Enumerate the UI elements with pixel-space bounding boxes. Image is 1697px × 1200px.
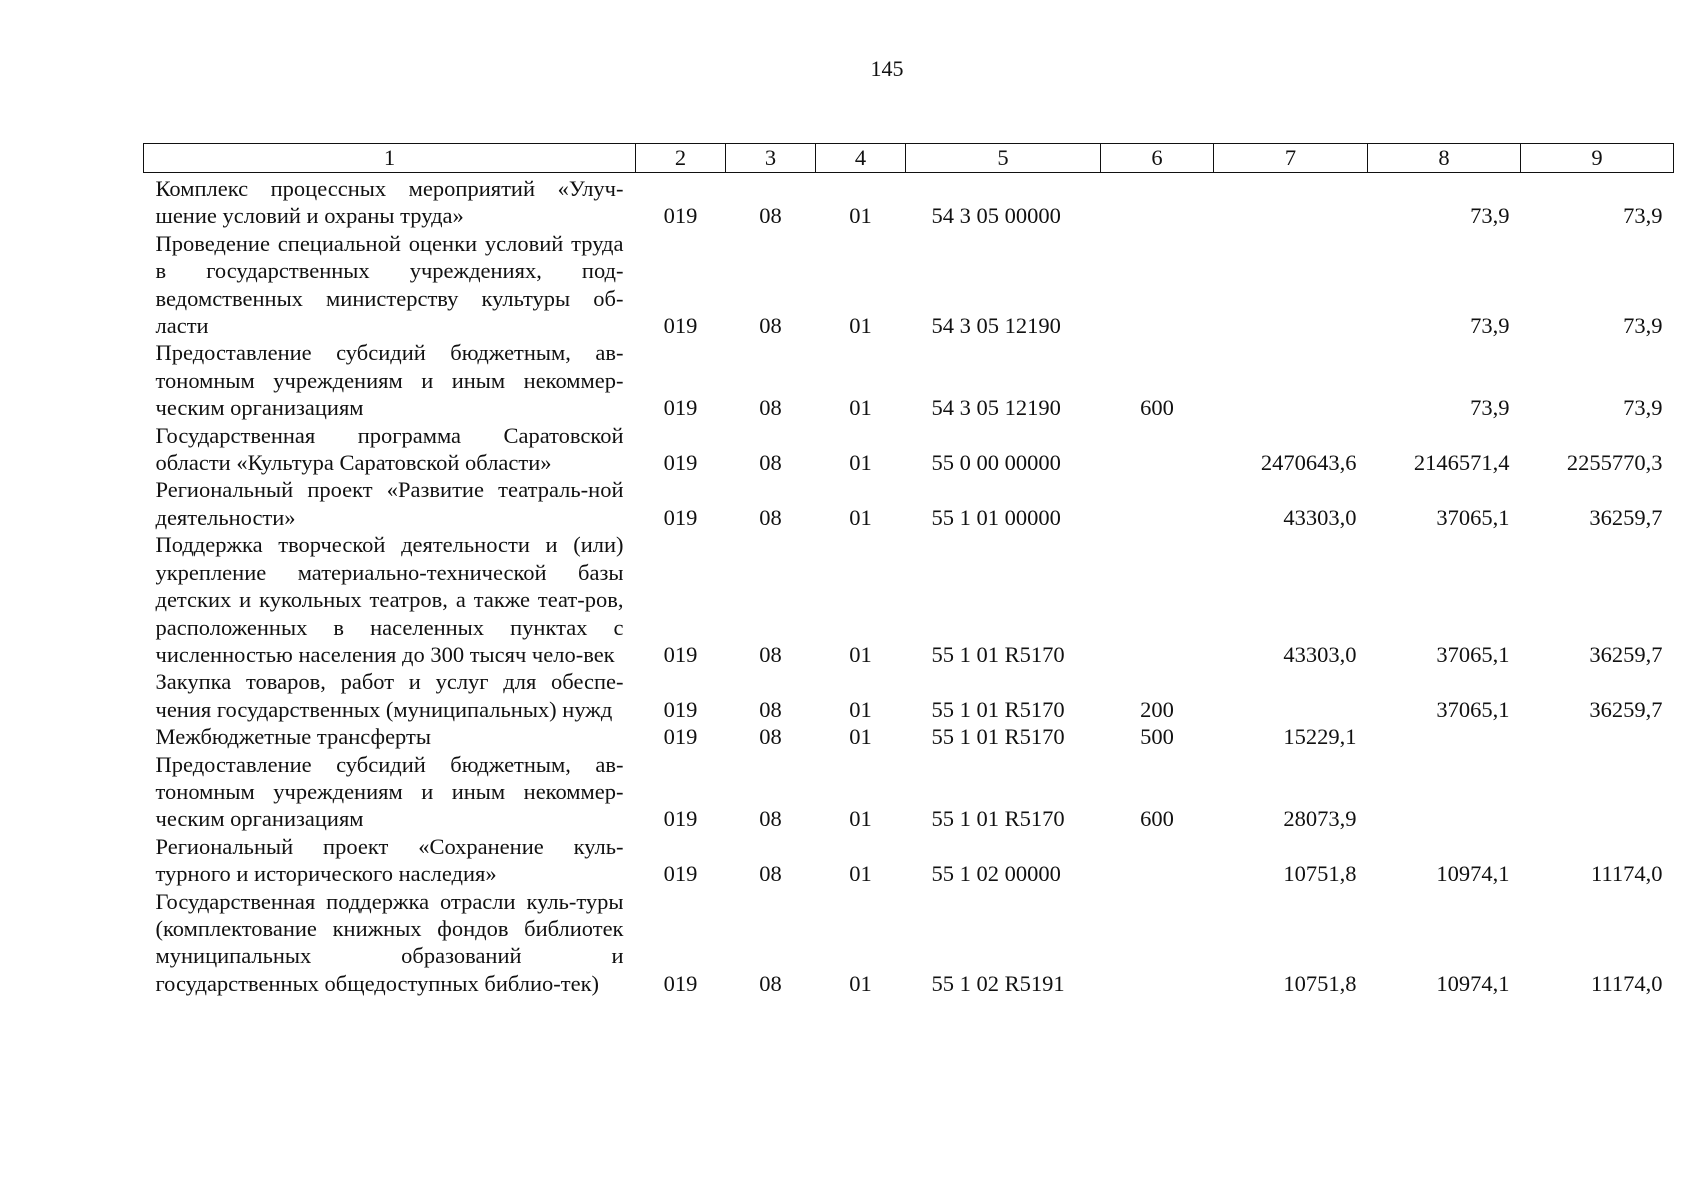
row-target-article: 55 1 02 00000: [931, 861, 1061, 887]
row-expense-type: [1101, 476, 1214, 531]
row-section: 08: [759, 696, 782, 722]
row-amount-col9: 11174,0: [1591, 861, 1663, 887]
row-expense-type: [1101, 531, 1214, 668]
row-ministry-code: 019: [663, 203, 698, 229]
column-header-3: 3: [726, 144, 816, 173]
row-subsection: 01: [849, 203, 872, 229]
table-row: [144, 888, 1674, 998]
row-ministry-code: 019: [663, 861, 698, 887]
row-target-article: 55 1 01 R5170: [931, 806, 1065, 832]
row-subsection: 01: [849, 861, 872, 887]
row-ministry-code: 019: [663, 450, 698, 476]
row-amount-col7: 10751,8: [1283, 970, 1357, 996]
row-section: 08: [759, 395, 782, 421]
row-amount-col9: [1521, 723, 1674, 750]
row-amount-col8: 73,9: [1470, 313, 1510, 339]
row-name: Государственная поддержка отрасли куль-туры (комплектование книжных фондов библиотек муниципальных образований и государственных общедоступных библио-тек): [155, 888, 624, 996]
row-ministry-code: 019: [663, 696, 698, 722]
row-expense-type: [1101, 173, 1214, 230]
row-section: 08: [759, 641, 782, 667]
row-ministry-code: 019: [663, 504, 698, 530]
row-target-article: 55 1 01 R5170: [931, 724, 1065, 750]
row-amount-col9: 36259,7: [1589, 504, 1663, 530]
table-row: [144, 422, 1674, 477]
row-target-article: 55 1 01 R5170: [931, 696, 1065, 722]
row-name: Проведение специальной оценки условий труда в государственных учреждениях, под-ведомственных министерству культуры об-ласти: [155, 230, 624, 339]
row-expense-type: 500: [1140, 724, 1174, 750]
row-name: Закупка товаров, работ и услуг для обеспе-чения государственных (муниципальных) нужд: [155, 669, 624, 722]
row-expense-type: 200: [1140, 696, 1174, 722]
row-amount-col8: 73,9: [1470, 395, 1510, 421]
row-ministry-code: 019: [663, 641, 698, 667]
row-expense-type: 600: [1140, 395, 1174, 421]
row-amount-col8: 2146571,4: [1413, 450, 1510, 476]
row-name: Государственная программа Саратовской области «Культура Саратовской области»: [155, 422, 624, 476]
row-subsection: 01: [849, 395, 872, 421]
row-ministry-code: 019: [663, 970, 698, 996]
row-subsection: 01: [849, 641, 872, 667]
row-section: 08: [759, 861, 782, 887]
row-ministry-code: 019: [663, 313, 698, 339]
row-name: Предоставление субсидий бюджетным, ав-тономным учреждениям и иным некоммер-ческим организациям: [155, 340, 624, 421]
row-subsection: 01: [849, 806, 872, 832]
row-target-article: 55 1 01 00000: [931, 504, 1061, 530]
row-target-article: 55 1 02 R5191: [931, 970, 1065, 996]
row-amount-col7: 10751,8: [1283, 861, 1357, 887]
row-name: Региональный проект «Сохранение куль-турного и исторического наследия»: [155, 833, 624, 887]
row-section: 08: [759, 970, 782, 996]
column-header-1: 1: [144, 144, 636, 173]
row-section: 08: [759, 806, 782, 832]
row-section: 08: [759, 203, 782, 229]
row-amount-col7: 2470643,6: [1260, 450, 1357, 476]
row-amount-col7: [1214, 173, 1368, 230]
column-header-8: 8: [1368, 144, 1521, 173]
row-ministry-code: 019: [663, 806, 698, 832]
column-header-6: 6: [1101, 144, 1214, 173]
row-target-article: 55 1 01 R5170: [931, 641, 1065, 667]
row-amount-col8: [1368, 723, 1521, 750]
row-amount-col8: 37065,1: [1436, 641, 1510, 667]
row-name: Межбюджетные трансферты: [155, 724, 431, 750]
row-amount-col7: 43303,0: [1283, 504, 1357, 530]
row-amount-col9: 73,9: [1623, 203, 1663, 229]
row-amount-col7: 28073,9: [1283, 806, 1357, 832]
table-row: [144, 723, 1674, 750]
table-row: [144, 173, 1674, 230]
row-target-article: 54 3 05 12190: [931, 395, 1061, 421]
table-row: [144, 833, 1674, 888]
row-expense-type: [1101, 422, 1214, 477]
row-name: Поддержка творческой деятельности и (или) укрепление материально-технической базы детских и кукольных театров, а также теат-ров, расположенных в населенных пунктах с численностью населения до 300 тысяч чело-век: [155, 532, 624, 667]
row-section: 08: [759, 724, 782, 750]
row-ministry-code: 019: [663, 724, 698, 750]
row-subsection: 01: [849, 696, 872, 722]
row-amount-col7: 43303,0: [1283, 641, 1357, 667]
column-header-2: 2: [636, 144, 726, 173]
row-amount-col8: 37065,1: [1436, 504, 1510, 530]
table-row: [144, 751, 1674, 833]
row-expense-type: [1101, 230, 1214, 340]
row-section: 08: [759, 504, 782, 530]
table-row: [144, 668, 1674, 723]
column-header-9: 9: [1521, 144, 1674, 173]
table-row: [144, 339, 1674, 421]
row-amount-col8: 37065,1: [1436, 696, 1510, 722]
row-amount-col9: 2255770,3: [1566, 450, 1663, 476]
row-expense-type: [1101, 833, 1214, 888]
row-name: Предоставление субсидий бюджетным, ав-тономным учреждениям и иным некоммер-ческим организациям: [155, 751, 624, 832]
page-number: 145: [870, 56, 904, 81]
table-row: [144, 476, 1674, 531]
row-amount-col7: [1214, 339, 1368, 421]
column-header-4: 4: [816, 144, 906, 173]
row-section: 08: [759, 450, 782, 476]
row-amount-col8: 10974,1: [1436, 861, 1510, 887]
row-amount-col9: 11174,0: [1591, 970, 1663, 996]
table-row: [144, 531, 1674, 668]
row-target-article: 55 0 00 00000: [931, 450, 1061, 476]
row-target-article: 54 3 05 12190: [931, 313, 1061, 339]
budget-table: [143, 143, 1674, 997]
header-row: [144, 144, 1674, 173]
row-expense-type: [1101, 888, 1214, 998]
row-amount-col7: [1214, 668, 1368, 723]
column-header-5: 5: [906, 144, 1101, 173]
row-amount-col7: 15229,1: [1283, 724, 1357, 750]
row-amount-col9: 73,9: [1623, 313, 1663, 339]
row-ministry-code: 019: [663, 395, 698, 421]
column-header-7: 7: [1214, 144, 1368, 173]
row-expense-type: 600: [1140, 806, 1174, 832]
row-subsection: 01: [849, 724, 872, 750]
row-amount-col9: 73,9: [1623, 395, 1663, 421]
row-amount-col8: [1368, 751, 1521, 833]
row-subsection: 01: [849, 970, 872, 996]
row-amount-col9: [1521, 751, 1674, 833]
row-subsection: 01: [849, 504, 872, 530]
table-row: [144, 230, 1674, 340]
row-amount-col7: [1214, 230, 1368, 340]
row-amount-col9: 36259,7: [1589, 696, 1663, 722]
row-target-article: 54 3 05 00000: [931, 203, 1061, 229]
row-subsection: 01: [849, 450, 872, 476]
row-amount-col9: 36259,7: [1589, 641, 1663, 667]
row-section: 08: [759, 313, 782, 339]
row-amount-col8: 10974,1: [1436, 970, 1510, 996]
row-name: Региональный проект «Развитие театраль-ной деятельности»: [155, 477, 624, 530]
row-name: Комплекс процессных мероприятий «Улуч-шение условий и охраны труда»: [155, 176, 624, 229]
row-amount-col8: 73,9: [1470, 203, 1510, 229]
row-subsection: 01: [849, 313, 872, 339]
